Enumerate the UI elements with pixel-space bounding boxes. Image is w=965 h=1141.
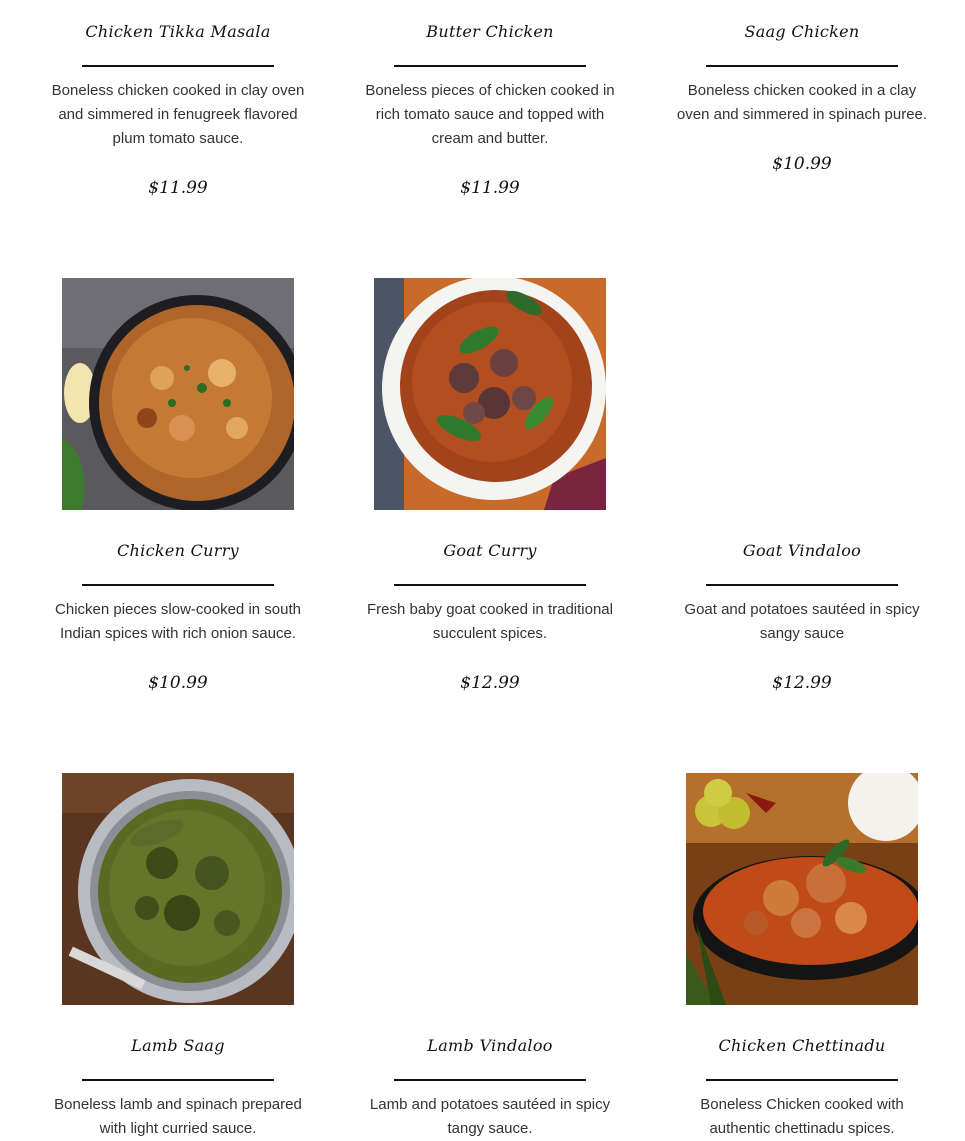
divider — [706, 65, 898, 67]
divider — [394, 584, 586, 586]
chicken-curry-photo[interactable] — [62, 278, 294, 510]
dish-price: $10.99 — [148, 673, 208, 693]
dish-name: Chicken Tikka Masala — [85, 22, 271, 41]
divider — [82, 1079, 274, 1081]
dish-description: Fresh baby goat cooked in traditional succulent spices. — [367, 601, 613, 642]
chicken-chettinadu-photo[interactable] — [686, 773, 918, 1005]
dish-price: $12.99 — [460, 673, 520, 693]
dish-description: Chicken pieces slow-cooked in south Indian spices with rich onion sauce. — [55, 601, 301, 642]
dish-name: Goat Vindaloo — [742, 541, 862, 560]
dish-price: $11.99 — [148, 178, 208, 198]
divider — [706, 1079, 898, 1081]
dish-name: Chicken Chettinadu — [718, 1036, 886, 1055]
dish-price: $12.99 — [772, 673, 832, 693]
dish-description: Boneless pieces of chicken cooked in rich tomato sauce and topped with cream and butter. — [365, 82, 615, 147]
divider — [706, 584, 898, 586]
dish-description: Boneless Chicken cooked with authentic chettinadu spices. — [700, 1096, 904, 1137]
dish-name: Chicken Curry — [117, 541, 239, 560]
dish-description: Goat and potatoes sautéed in spicy sangy sauce — [684, 601, 920, 642]
divider — [394, 1079, 586, 1081]
lamb-saag-photo[interactable] — [62, 773, 294, 1005]
divider — [82, 584, 274, 586]
dish-description: Boneless lamb and spinach prepared with light curried sauce. — [54, 1096, 302, 1137]
goat-curry-photo[interactable] — [374, 278, 606, 510]
goat-curry-image — [374, 278, 606, 510]
chicken-chettinadu-image — [686, 773, 918, 1005]
dish-name: Saag Chicken — [744, 22, 860, 41]
dish-price: $11.99 — [460, 178, 520, 198]
dish-description: Boneless chicken cooked in a clay oven and simmered in spinach puree. — [676, 82, 928, 123]
dish-name: Lamb Saag — [131, 1036, 225, 1055]
dish-name: Goat Curry — [443, 541, 537, 560]
dish-description: Boneless chicken cooked in clay oven and simmered in fenugreek flavored plum tomato sauce. — [51, 82, 305, 147]
divider — [82, 65, 274, 67]
dish-description: Lamb and potatoes sautéed in spicy tangy sauce. — [369, 1096, 611, 1137]
lamb-saag-image — [62, 773, 294, 1005]
divider — [394, 65, 586, 67]
chicken-curry-image — [62, 278, 294, 510]
dish-name: Lamb Vindaloo — [427, 1036, 553, 1055]
dish-price: $10.99 — [772, 154, 832, 174]
dish-name: Butter Chicken — [426, 22, 554, 41]
